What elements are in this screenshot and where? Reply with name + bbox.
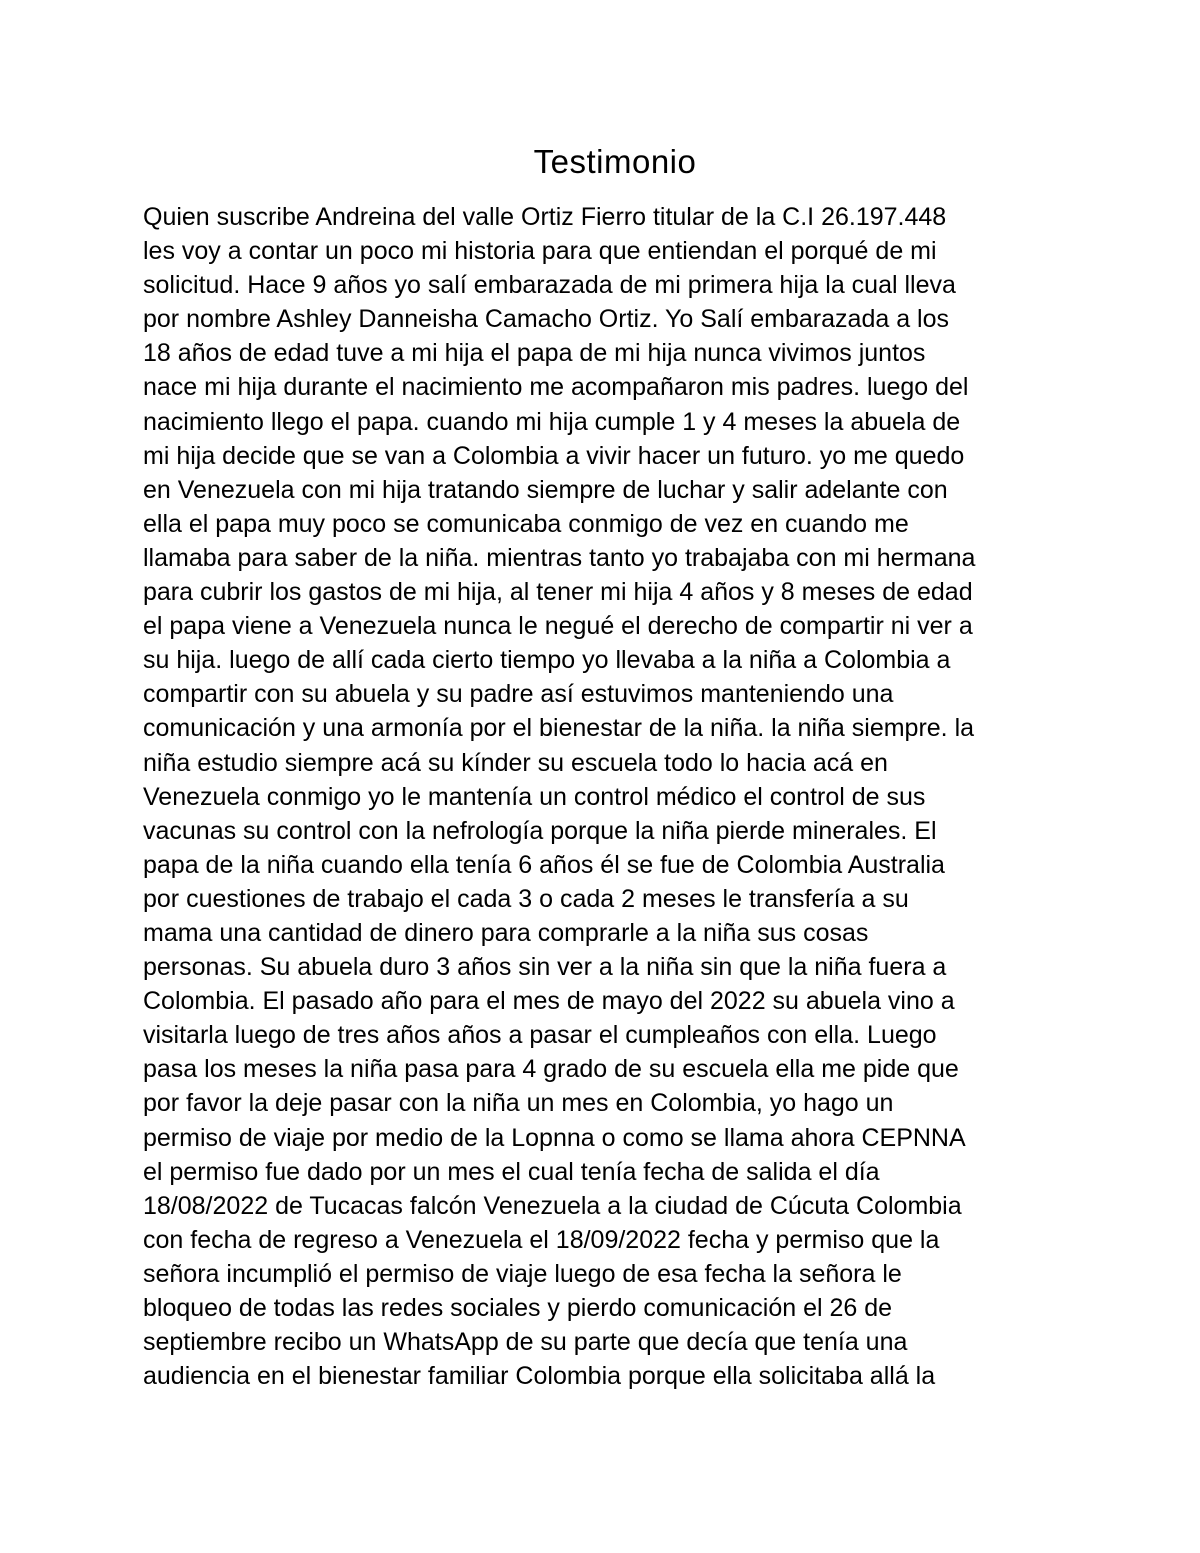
body-line: audiencia en el bienestar familiar Colombia porque ella solicitaba allá la	[143, 1362, 936, 1391]
body-line: septiembre recibo un WhatsApp de su parte que decía que tenía una	[143, 1328, 908, 1357]
body-line: para cubrir los gastos de mi hija, al tener mi hija 4 años y 8 meses de edad	[143, 578, 973, 607]
body-line: Venezuela conmigo yo le mantenía un control médico el control de sus	[143, 782, 926, 811]
body-line: personas. Su abuela duro 3 años sin ver a la niña sin que la niña fuera a	[143, 953, 947, 982]
document-body	[143, 200, 1083, 1393]
body-line: su hija. luego de allí cada cierto tiempo yo llevaba a la niña a Colombia a	[143, 646, 951, 675]
body-line: mama una cantidad de dinero para comprarle a la niña sus cosas	[143, 918, 869, 947]
document-title: Testimonio	[533, 143, 697, 180]
body-line: papa de la niña cuando ella tenía 6 años él se fue de Colombia Australia	[143, 850, 945, 879]
body-line: por nombre Ashley Danneisha Camacho Ortiz. Yo Salí embarazada a los	[143, 305, 950, 334]
body-line: nacimiento llego el papa. cuando mi hija cumple 1 y 4 meses la abuela de	[143, 407, 961, 436]
body-line: bloqueo de todas las redes sociales y pierdo comunicación el 26 de	[143, 1294, 893, 1322]
body-line: vacunas su control con la nefrología porque la niña pierde minerales. El	[143, 816, 937, 845]
body-line: compartir con su abuela y su padre así estuvimos manteniendo una	[143, 680, 894, 709]
body-line: nace mi hija durante el nacimiento me acompañaron mis padres. luego del	[143, 373, 969, 402]
body-line: Quien suscribe Andreina del valle Ortiz Fierro titular de la C.I 26.197.448	[143, 203, 947, 231]
body-line: solicitud. Hace 9 años yo salí embarazada de mi primera hija la cual lleva	[143, 271, 956, 300]
body-line: 18 años de edad tuve a mi hija el papa de mi hija nunca vivimos juntos	[143, 339, 926, 368]
body-line: por favor la deje pasar con la niña un mes en Colombia, yo hago un	[143, 1089, 894, 1118]
body-line: pasa los meses la niña pasa para 4 grado de su escuela ella me pide que	[143, 1055, 959, 1084]
body-line: en Venezuela con mi hija tratando siempre de luchar y salir adelante con	[143, 475, 948, 504]
body-line: Colombia. El pasado año para el mes de mayo del 2022 su abuela vino a	[143, 987, 955, 1016]
body-line: el permiso fue dado por un mes el cual tenía fecha de salida el día	[143, 1157, 880, 1186]
body-line: llamaba para saber de la niña. mientras tanto yo trabajaba con mi hermana	[143, 543, 976, 572]
body-line: visitarla luego de tres años años a pasar el cumpleaños con ella. Luego	[143, 1021, 937, 1050]
body-line: niña estudio siempre acá su kínder su escuela todo lo hacia acá en	[143, 748, 888, 777]
body-line: con fecha de regreso a Venezuela el 18/09/2022 fecha y permiso que la	[143, 1225, 940, 1254]
body-line: permiso de viaje por medio de la Lopnna o como se llama ahora CEPNNA	[143, 1123, 966, 1152]
body-line: por cuestiones de trabajo el cada 3 o cada 2 meses le transfería a su	[143, 884, 909, 913]
body-line: ella el papa muy poco se comunicaba conmigo de vez en cuando me	[143, 509, 909, 538]
body-line: 18/08/2022 de Tucacas falcón Venezuela a la ciudad de Cúcuta Colombia	[143, 1191, 962, 1220]
body-line: les voy a contar un poco mi historia para que entiendan el porqué de mi	[143, 237, 937, 266]
body-line: mi hija decide que se van a Colombia a vivir hacer un futuro. yo me quedo	[143, 441, 965, 470]
body-line: el papa viene a Venezuela nunca le negué el derecho de compartir ni ver a	[143, 612, 973, 641]
body-line: comunicación y una armonía por el bienestar de la niña. la niña siempre. la	[143, 714, 975, 743]
body-line: señora incumplió el permiso de viaje luego de esa fecha la señora le	[143, 1259, 902, 1288]
